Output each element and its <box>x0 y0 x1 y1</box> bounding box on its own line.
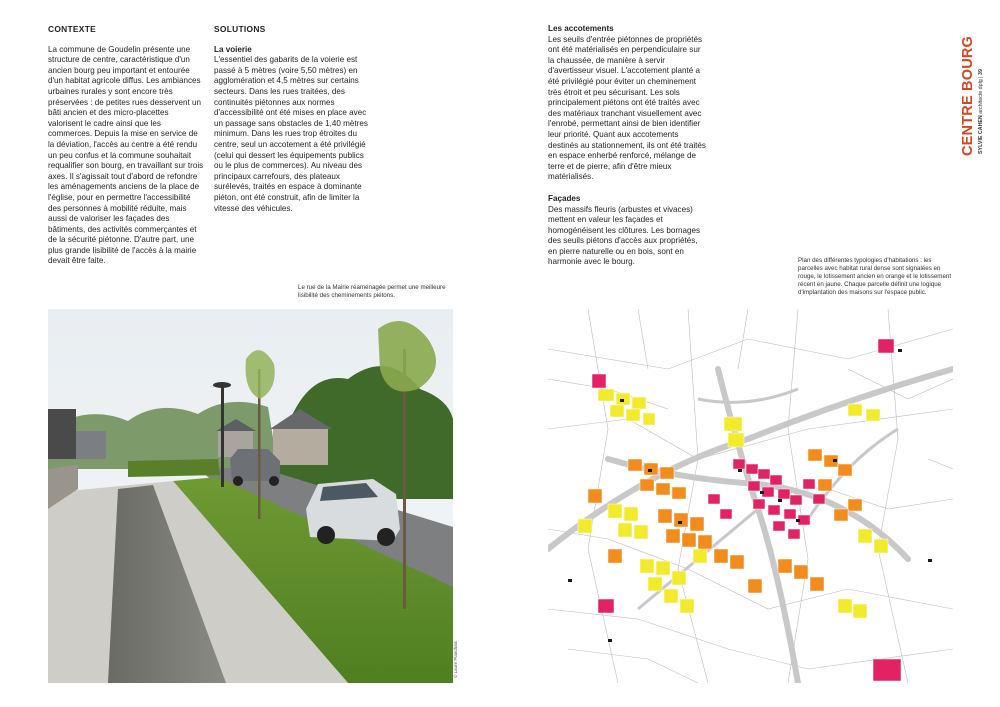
solutions-text: L'essentiel des gabarits de la voierie est passé à 5 mètres (voire 5,50 mètres) en agglomération et 4,5 mètres sur certains secteurs. Dans les rues traitées, des continuités piétonnes aux normes d'accessibilité ont été mises en place avec un passage sans obstacles de 1,40 mètres minimum. Dans les rues trop étroites du centre, seul un accotement a été privilégié (celui qui dessert les équipements publics ou le plus de commerces). Au niveau des principaux carrefours, des plateaux surélevés, traités en espace à dominante piéton, ont été construit, afin de limiter la vitesse des véhicules. <box>214 55 368 213</box>
facades-heading: Façades <box>548 193 581 203</box>
photo-credit: © Laure Planchais <box>453 641 458 678</box>
solutions-column <box>214 24 370 214</box>
accotements-text: Les seuils d'entrée piétonnes de propriétés ont été matérialisés en perpendiculaire sur la chaussée, de manière à servir d'avertisseur visuel. L'accotement planté a été privilégié pour éviter un cheminement très étroit et peu sécurisant. Les sols principalement piétons ont été traités avec des matériaux tranchant visuellement avec l'enrobé, permettant ainsi de bien identifier leur priorité. Quant aux accotements destinés au stationnement, ils ont été traités en espace enherbé renforcé, mélange de terre et de pierre, afin d'être mieux matérialisés. <box>548 34 706 182</box>
solutions-heading: SOLUTIONS <box>214 24 266 34</box>
running-head <box>958 22 988 156</box>
author-name: SYLVIE CAHEN <box>978 115 984 154</box>
facades-text: Des massifs fleuris (arbustes et vivaces) mettent en valeur les façades et homogénéisent les clôtures. Les bornages des seuils piétons d'accès aux propriétés, en pierre naturelle ou en bois, sont en harmonie avec le bourg. <box>548 204 701 267</box>
page-number: 39 <box>978 69 984 75</box>
accotements-column <box>548 24 708 268</box>
contexte-heading: CONTEXTE <box>48 24 97 34</box>
housing-typology-map <box>548 309 953 683</box>
map-caption: Plan des différentes typologies d'habitations : les parcelles avec habitat rural dense sont signalées en rouge, le lotissement ancien en orange et le lotissement récent en jaune. Chaque parcelle définit une logique d'implantation des maisons sur l'espace public. <box>798 257 952 296</box>
accotements-heading: Les accotements <box>548 24 614 33</box>
contexte-text: La commune de Goudelin présente une structure de centre, caractéristique d'un ancien bourg peu important et entourée d'un habitat agricole diffus. Les ambiances urbaines rurales y sont encore très préservées : de petites rues desservent un bâti ancien et des micro-placettes valorisent le cadre ainsi que les commerces. Depuis la mise en service de la déviation, l'accès au centre a été rendu un peu confus et la commune souhaitait requalifier son bourg, en travaillant sur trois axes. Il s'agissait tout d'abord de refondre les aménagements anciens de la place de l'église, pour en permettre l'accessibilité des personnes à mobilité réduite, mais aussi de valoriser les façades des bâtiments, des activités commerçantes et de la sécurité piétonne. D'autre part, une plus grande lisibilité de l'accès à la mairie devait être faite. <box>48 44 204 266</box>
photo-caption: Le rue de la Mairie réaménagée permet une meilleure lisibilité des cheminements piétons. <box>298 284 446 299</box>
voierie-subheading: La voierie <box>214 44 252 54</box>
section-title: CENTRE BOURG <box>960 35 976 156</box>
author-line: SYLVIE CAHEN architecte dplg | 39 <box>978 69 984 154</box>
author-role: architecte dplg <box>978 79 984 114</box>
street-photo <box>48 309 453 683</box>
contexte-column <box>48 24 204 267</box>
